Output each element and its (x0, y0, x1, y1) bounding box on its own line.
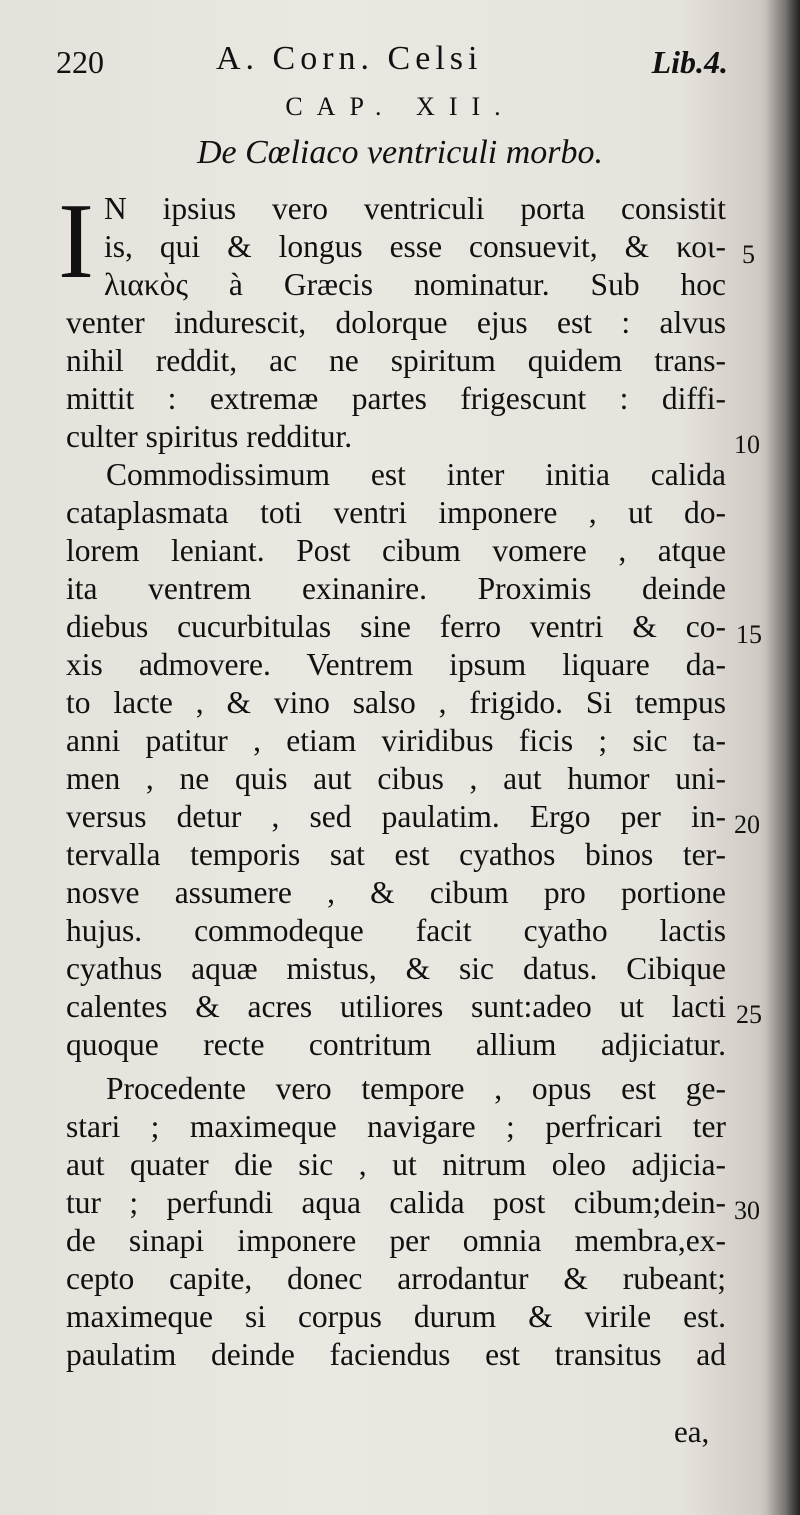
line-number: 30 (734, 1196, 760, 1225)
text-line: Procedente vero tempore , opus est ge- (106, 1071, 726, 1106)
text-line: hujus. commodeque facit cyatho lactis (66, 913, 726, 948)
text-line: nosve assumere , & cibum pro portione (66, 875, 726, 910)
text-line: cepto capite, donec arrodantur & rubeant; (66, 1261, 726, 1296)
catchword: ea, (674, 1414, 710, 1449)
text-line: diebus cucurbitulas sine ferro ventri & co- (66, 609, 726, 644)
text-line: maximeque si corpus durum & virile est. (66, 1299, 726, 1334)
text-line: versus detur , sed paulatim. Ergo per in- (66, 799, 726, 834)
text-line: venter indurescit, dolorque ejus est : alvus (66, 305, 726, 340)
line-number: 10 (734, 430, 760, 459)
text-line: nihil reddit, ac ne spiritum quidem trans- (66, 343, 726, 378)
line-number: 20 (734, 810, 760, 839)
line-number: 5 (742, 240, 755, 269)
text-line: to lacte , & vino salso , frigido. Si tempus (66, 685, 726, 720)
text-line: mittit : extremæ partes frigescunt : diffi- (66, 381, 726, 416)
text-line: stari ; maximeque navigare ; perfricari ter (66, 1109, 726, 1144)
drop-cap: I (58, 182, 94, 301)
text-line: is, qui & longus esse consuevit, & κοι- (104, 229, 726, 264)
line-number: 15 (736, 620, 762, 649)
text-line: quoque recte contritum allium adjiciatur. (66, 1027, 726, 1062)
text-line: ita ventrem exinanire. Proximis deinde (66, 571, 726, 606)
text-line: calentes & acres utiliores sunt:adeo ut lacti (66, 989, 726, 1024)
text-line: anni patitur , etiam viridibus ficis ; sic ta- (66, 723, 726, 758)
text-line: tervalla temporis sat est cyathos binos ter- (66, 837, 726, 872)
text-line: lorem leniant. Post cibum vomere , atque (66, 533, 726, 568)
chapter-number: CAP. XII. (285, 92, 515, 121)
book-reference: Lib.4. (651, 44, 728, 80)
text-line: men , ne quis aut cibus , aut humor uni- (66, 761, 726, 796)
text-line: λιακὸς à Græcis nominatur. Sub hoc (104, 267, 726, 302)
text-line: aut quater die sic , ut nitrum oleo adjicia- (66, 1147, 726, 1182)
binding-edge-shadow (766, 0, 800, 1515)
text-line: culter spiritus redditur. (66, 419, 353, 454)
text-line: xis admovere. Ventrem ipsum liquare da- (66, 647, 726, 682)
text-line: tur ; perfundi aqua calida post cibum;dein- (66, 1185, 726, 1220)
text-line: cyathus aquæ mistus, & sic datus. Cibique (66, 951, 726, 986)
chapter-title: De Cœliaco ventriculi morbo. (196, 134, 604, 171)
running-head (56, 40, 728, 90)
text-line: cataplasmata toti ventri imponere , ut do- (66, 495, 726, 530)
text-line: N ipsius vero ventriculi porta consistit (104, 191, 726, 226)
text-line: Commodissimum est inter initia calida (106, 457, 726, 492)
page-number: 220 (56, 44, 104, 80)
text-line: de sinapi imponere per omnia membra,ex- (66, 1223, 726, 1258)
running-title: A. Corn. Celsi (216, 40, 483, 77)
line-number: 25 (736, 1000, 762, 1029)
text-line: paulatim deinde faciendus est transitus ad (66, 1337, 726, 1372)
